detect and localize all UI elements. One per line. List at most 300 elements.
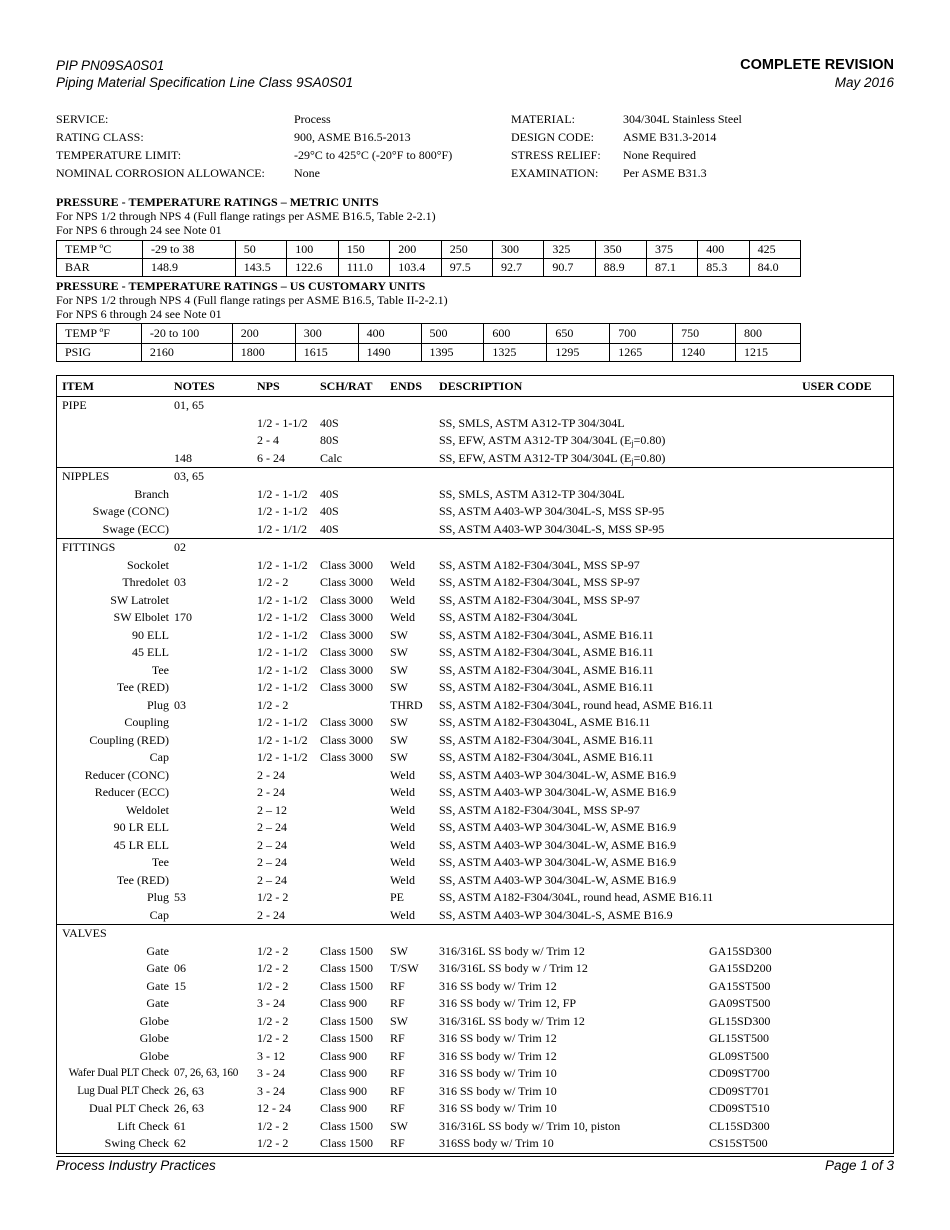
- nps-cell: 3 - 24: [257, 1066, 285, 1080]
- sch-rat-cell: Class 3000: [320, 732, 374, 747]
- description-cell: [439, 943, 585, 961]
- pressure-cell: 84.0: [749, 259, 800, 277]
- pressure-cell: 90.7: [544, 259, 595, 277]
- revision-label: COMPLETE REVISION: [740, 57, 894, 73]
- description-text: SS, EFW, ASTM A312-TP 304/304L (E: [439, 433, 632, 447]
- sch-rat-cell: Class 1500: [320, 961, 374, 975]
- nps-cell: 1/2 - 1-1/2: [257, 750, 308, 764]
- material-row: MATERIAL: 304/304L Stainless Steel: [511, 112, 742, 126]
- nps-cell: 1/2 - 1-1/2: [257, 715, 308, 729]
- pressure-cell: 92.7: [493, 259, 544, 277]
- temp-cell: -20 to 100: [141, 324, 232, 344]
- table-row: [57, 872, 893, 890]
- nps-cell: 1/2 - 1-1/2: [257, 732, 308, 747]
- pressure-cell: 1295: [547, 344, 610, 362]
- sch-rat-cell: 40S: [320, 486, 339, 501]
- table-row: [57, 486, 893, 504]
- nps-cell: 3 - 24: [257, 996, 285, 1010]
- temp-cell: 800: [736, 324, 801, 344]
- table-row: [57, 1048, 893, 1066]
- table-row: [57, 1153, 893, 1155]
- ends-cell: SW: [390, 715, 408, 729]
- item-name: Swing Check: [104, 1136, 169, 1150]
- table-row: [57, 749, 893, 767]
- notes-cell: [174, 1153, 186, 1155]
- table-row: [57, 767, 893, 785]
- us-pressure-row: [57, 344, 801, 362]
- pressure-cell: 2160: [141, 344, 232, 362]
- valve-code-cell: CD09ST510: [709, 1101, 770, 1115]
- ends-cell: SW: [390, 1013, 408, 1028]
- sch-rat-cell: Class 1500: [320, 978, 374, 993]
- sch-rat-cell: Class 3000: [320, 557, 374, 572]
- description-cell: [439, 1135, 554, 1153]
- temp-cell: -29 to 38: [143, 241, 236, 259]
- description-cell: [439, 819, 676, 837]
- item-name: Cap: [149, 907, 169, 922]
- table-row: [57, 802, 893, 820]
- description-cell: [439, 995, 576, 1013]
- nps-cell: 2 – 24: [257, 872, 287, 887]
- spec-group-nipples: [57, 468, 893, 539]
- description-cell: [439, 1083, 557, 1101]
- page-number: Page 1 of 3: [824, 1158, 894, 1173]
- table-row: [57, 1135, 893, 1153]
- ends-cell: Weld: [390, 592, 416, 607]
- table-row: [57, 732, 893, 750]
- description-text: 316/316L SS body w/ Trim 12: [439, 943, 585, 958]
- table-row: [57, 644, 893, 662]
- ends-cell: Weld: [390, 610, 416, 624]
- nps-cell: 1/2 - 2: [257, 1118, 289, 1133]
- sch-rat-cell: Class 900: [320, 1048, 368, 1063]
- sch-rat-cell: Class 3000: [320, 715, 374, 729]
- description-text: 316 SS body w/ Trim 12: [439, 1048, 557, 1063]
- ends-cell: SW: [390, 662, 408, 677]
- description-text: SS, EFW, ASTM A312-TP 304/304L (E: [439, 450, 632, 465]
- valve-code-cell: GA15SD200: [709, 961, 772, 975]
- spec-group-valves: [57, 925, 893, 1154]
- ends-cell: RF: [390, 1083, 405, 1098]
- temp-cell: 150: [338, 241, 389, 259]
- nps-cell: 2 – 24: [257, 820, 287, 834]
- description-cell: [439, 907, 673, 925]
- table-row: [57, 627, 893, 645]
- table-row: [57, 557, 893, 575]
- valve-code-cell: GL09ST500: [709, 1048, 769, 1063]
- item-name: Dual PLT Check: [89, 1101, 169, 1115]
- description-text: SS, ASTM A182-F304/304L: [439, 610, 578, 624]
- metric-ratings-table: [56, 240, 801, 277]
- spec-group-fittings: [57, 539, 893, 925]
- table-row: [57, 978, 893, 996]
- table-row: [57, 697, 893, 715]
- description-text: SS, ASTM A403-WP 304/304L-W, ASME B16.9: [439, 785, 677, 799]
- temp-cell: 350: [595, 241, 646, 259]
- item-name: Tee: [151, 662, 169, 677]
- ends-cell: Weld: [390, 802, 416, 817]
- table-row: [57, 592, 893, 610]
- description-text: SS, ASTM A403-WP 304/304L-W, ASME B16.9: [439, 872, 677, 887]
- description-cell: [439, 732, 654, 750]
- doc-title: Piping Material Specification Line Class 9SA0S01: [56, 75, 354, 90]
- description-cell: [439, 1153, 557, 1155]
- temp-cell: 300: [493, 241, 544, 259]
- item-name: Reducer (CONC): [84, 767, 169, 782]
- description-cell: [439, 784, 676, 802]
- description-cell: [439, 1048, 557, 1066]
- service-row: SERVICE: Process: [56, 112, 331, 126]
- sch-rat-cell: Class 1500: [320, 1118, 374, 1133]
- pressure-cell: 1240: [673, 344, 736, 362]
- nps-cell: 1/2 - 1-1/2: [257, 627, 308, 642]
- item-name: Globe: [139, 1013, 169, 1028]
- temp-cell: 200: [232, 324, 295, 344]
- pressure-cell: 1265: [610, 344, 673, 362]
- notes-cell: 03: [174, 697, 186, 712]
- group-name: NIPPLES: [62, 469, 110, 483]
- sch-rat-cell: Class 900: [320, 1101, 368, 1115]
- nps-cell: 12 - 24: [257, 1101, 291, 1115]
- spec-table: [56, 375, 894, 1154]
- nps-cell: 1/2 - 2: [257, 1013, 289, 1028]
- description-text: SS, ASTM A403-WP 304/304L-S, ASME B16.9: [439, 907, 673, 922]
- valve-code-cell: CD09ST700: [709, 1066, 770, 1080]
- description-cell: [439, 889, 713, 907]
- valve-code-cell: GL15SD300: [709, 1013, 771, 1028]
- pressure-cell: 1395: [421, 344, 484, 362]
- description-cell: [439, 802, 640, 820]
- header-item: ITEM: [62, 379, 95, 393]
- description-text: SS, ASTM A182-F304/304L, MSS SP-97: [439, 592, 640, 607]
- temp-cell: 700: [610, 324, 673, 344]
- notes-cell: 15: [174, 978, 186, 993]
- description-text: SS, SMLS, ASTM A312-TP 304/304L: [439, 415, 625, 430]
- item-name: 45 ELL: [132, 645, 169, 659]
- description-cell: [439, 960, 588, 978]
- item-name: Gate: [146, 978, 169, 993]
- item-name: Thredolet: [122, 575, 169, 589]
- nps-cell: 1/2 - 2: [257, 978, 289, 993]
- ends-cell: RF: [390, 1136, 405, 1150]
- valve-code-cell: GA09ST500: [709, 996, 771, 1010]
- temp-cell: 375: [646, 241, 697, 259]
- sch-rat-cell: 40S: [320, 504, 339, 518]
- sch-rat-cell: Class 3000: [320, 575, 374, 589]
- table-row: [57, 1013, 893, 1031]
- description-cell: [439, 872, 676, 890]
- ends-cell: SW: [390, 943, 408, 958]
- description-cell: [439, 1118, 620, 1136]
- service-info-right: [511, 110, 742, 182]
- sch-rat-cell: Class 3000: [320, 610, 374, 624]
- notes-cell: 62: [174, 1136, 186, 1150]
- description-text: SS, ASTM A182-F304/304L, MSS SP-97: [439, 557, 640, 572]
- temp-cell: 200: [390, 241, 442, 259]
- metric-note-1: For NPS 1/2 through NPS 4 (Full flange ratings per ASME B16.5, Table 2-2.1): [56, 209, 436, 223]
- description-text: 316/316L SS body w/ Trim 10, piston: [439, 1118, 621, 1133]
- spec-group-pipe: [57, 397, 893, 468]
- description-text: SS, SMLS, ASTM A312-TP 304/304L: [439, 486, 625, 501]
- nps-cell: 1/2 - 1-1/2: [257, 415, 308, 430]
- nps-cell: 3 - 24: [257, 1083, 285, 1098]
- ends-cell: SW: [390, 627, 408, 642]
- group-name: FITTINGS: [62, 540, 116, 554]
- pressure-cell: 143.5: [235, 259, 287, 277]
- group-name: VALVES: [62, 926, 107, 940]
- description-cell: [439, 644, 654, 662]
- ends-cell: RF: [390, 1031, 405, 1045]
- nps-cell: 1/2 - 1-1/2: [257, 557, 308, 572]
- valve-code-cell: GL15ST500: [709, 1031, 769, 1045]
- metric-note-2: For NPS 6 through 24 see Note 01: [56, 223, 222, 237]
- ends-cell: THRD: [390, 697, 423, 712]
- ends-cell: Weld: [390, 855, 416, 869]
- sch-rat-cell: Class 1500: [320, 943, 374, 958]
- nps-cell: 2 - 24: [257, 767, 285, 782]
- rating-class-row: RATING CLASS: 900, ASME B16.5-2013: [56, 130, 411, 144]
- ends-cell: Weld: [390, 575, 416, 589]
- description-text: SS, ASTM A182-F304/304L, ASME B16.11: [439, 750, 654, 764]
- sch-rat-cell: Class 1500: [320, 1136, 374, 1150]
- description-cell: [439, 1100, 557, 1118]
- temp-cell: 500: [421, 324, 484, 344]
- pressure-header-cell: BAR: [57, 259, 143, 277]
- design-code-row: DESIGN CODE: ASME B31.3-2014: [511, 130, 717, 144]
- footer-left: Process Industry Practices: [56, 1158, 216, 1173]
- item-name: Lug Dual PLT Check: [77, 1084, 169, 1097]
- table-row: [57, 521, 893, 539]
- group-header-row: [57, 468, 893, 486]
- doc-id: PIP PN09SA0S01: [56, 58, 165, 73]
- group-notes: 01, 65: [174, 398, 204, 412]
- table-row: [57, 503, 893, 521]
- ends-cell: Weld: [390, 557, 416, 572]
- sch-rat-cell: 40S: [320, 521, 339, 536]
- item-name: Plug: [146, 890, 169, 904]
- pressure-cell: 103.4: [390, 259, 442, 277]
- description-text: SS, ASTM A403-WP 304/304L-W, ASME B16.9: [439, 820, 677, 834]
- nps-cell: 1/2 - 1-1/2: [257, 486, 308, 501]
- description-cell: [439, 978, 557, 996]
- sch-rat-cell: [320, 1153, 367, 1155]
- header-left: [56, 57, 353, 91]
- temp-cell: 400: [698, 241, 749, 259]
- sch-rat-cell: Class 1500: [320, 1031, 374, 1045]
- nps-cell: 2 – 24: [257, 855, 287, 869]
- ends-cell: SW: [390, 645, 408, 659]
- item-name: Swage (CONC): [92, 504, 169, 518]
- item-name: Branch: [134, 486, 169, 501]
- description-cell: [439, 486, 625, 504]
- item-name: SW Latrolet: [110, 592, 169, 607]
- valve-code-cell: [709, 1153, 768, 1155]
- nps-cell: 1/2 - 2: [257, 943, 289, 958]
- sch-rat-cell: Class 3000: [320, 627, 374, 642]
- spec-table-body: [57, 397, 893, 1154]
- pressure-cell: 111.0: [338, 259, 389, 277]
- item-name: 45 LR ELL: [113, 837, 169, 852]
- ends-cell: SW: [390, 750, 408, 764]
- revision-date: May 2016: [834, 75, 894, 90]
- nps-cell: 1/2 - 2: [257, 697, 289, 712]
- item-name: [105, 1153, 169, 1155]
- item-name: Reducer (ECC): [94, 785, 169, 799]
- item-name: Swage (ECC): [102, 521, 169, 536]
- pressure-cell: 87.1: [646, 259, 697, 277]
- item-name: Gate: [146, 961, 169, 975]
- table-row: [57, 854, 893, 872]
- table-row: [57, 837, 893, 855]
- examination-row: EXAMINATION: Per ASME B31.3: [511, 166, 707, 180]
- item-name: Plug: [146, 697, 169, 712]
- notes-cell: 26, 63: [174, 1101, 204, 1115]
- description-text: SS, ASTM A182-F304/304L, ASME B16.11: [439, 627, 654, 642]
- description-subscript: j: [631, 456, 634, 466]
- nps-cell: 1/2 - 1-1/2: [257, 592, 308, 607]
- temp-cell: 600: [484, 324, 547, 344]
- group-header-row: [57, 539, 893, 557]
- description-cell: [439, 697, 713, 715]
- description-text: SS, ASTM A182-F304/304L, round head, ASME B16.11: [439, 890, 714, 904]
- us-ratings-table: [56, 323, 801, 362]
- valve-code-cell: GA15SD300: [709, 943, 772, 958]
- nps-cell: 1/2 - 2: [257, 961, 289, 975]
- sch-rat-cell: Class 3000: [320, 662, 374, 677]
- item-name: Lift Check: [117, 1118, 169, 1133]
- corrosion-allowance-row: NOMINAL CORROSION ALLOWANCE: None: [56, 166, 320, 180]
- table-row: [57, 1065, 893, 1083]
- nps-cell: 1/2 - 1/1/2: [257, 521, 307, 536]
- temp-cell: 750: [673, 324, 736, 344]
- description-text: SS, ASTM A403-WP 304/304L-W, ASME B16.9: [439, 855, 677, 869]
- header-right: [740, 57, 894, 91]
- description-text: 316 SS body w/ Trim 10: [439, 1083, 557, 1098]
- group-header-row: [57, 925, 893, 943]
- metric-title: PRESSURE - TEMPERATURE RATINGS – METRIC UNITS: [56, 195, 379, 209]
- nps-cell: 1/2 - 2: [257, 1136, 289, 1150]
- pressure-header-cell: PSIG: [57, 344, 142, 362]
- group-header-row: [57, 397, 893, 415]
- table-row: [57, 574, 893, 592]
- nps-cell: 3 - 12: [257, 1048, 285, 1063]
- notes-cell: 53: [174, 890, 186, 904]
- pressure-cell: 148.9: [143, 259, 236, 277]
- pressure-cell: 1800: [232, 344, 295, 362]
- description-text: SS, ASTM A182-F304/304L, ASME B16.11: [439, 662, 654, 677]
- item-name: Globe: [139, 1048, 169, 1063]
- group-notes: 03, 65: [174, 469, 204, 483]
- sch-rat-cell: Class 900: [320, 1066, 368, 1080]
- pressure-cell: 1325: [484, 344, 547, 362]
- table-row: [57, 415, 893, 433]
- temp-cell: 425: [749, 241, 800, 259]
- ends-cell: Weld: [390, 837, 416, 852]
- ends-cell: RF: [390, 1101, 405, 1115]
- nps-cell: 2 – 12: [257, 802, 287, 817]
- table-row: [57, 1030, 893, 1048]
- nps-cell: [257, 1153, 285, 1155]
- item-name: Tee (RED): [116, 872, 169, 887]
- us-note-1: For NPS 1/2 through NPS 4 (Full flange ratings per ASME B16.5, Table II-2-2.1): [56, 293, 448, 307]
- temp-cell: 650: [547, 324, 610, 344]
- nps-cell: 6 - 24: [257, 450, 285, 465]
- description-text: SS, ASTM A403-WP 304/304L-S, MSS SP-95: [439, 521, 665, 536]
- table-row: [57, 609, 893, 627]
- description-cell: [439, 609, 577, 627]
- description-text: SS, ASTM A403-WP 304/304L-W, ASME B16.9: [439, 837, 677, 852]
- description-text: 316 SS body w/ Trim 12, FP: [439, 996, 577, 1010]
- header-ends: ENDS: [390, 379, 423, 393]
- ends-cell: T/SW: [390, 961, 419, 975]
- header-user-code: USER CODE: [802, 379, 872, 393]
- table-row: [57, 1100, 893, 1118]
- us-ratings-section: [56, 279, 448, 321]
- description-tail: =0.80): [633, 450, 666, 465]
- ends-cell: RF: [390, 996, 405, 1010]
- sch-rat-cell: Calc: [320, 450, 342, 465]
- temp-cell: 50: [235, 241, 287, 259]
- service-info-left: [56, 110, 452, 182]
- description-cell: [439, 714, 650, 732]
- ends-cell: PE: [390, 890, 405, 904]
- description-cell: [439, 521, 664, 539]
- table-row: [57, 1118, 893, 1136]
- valve-code-cell: CL15SD300: [709, 1118, 770, 1133]
- ends-cell: Weld: [390, 767, 416, 782]
- temp-cell: 300: [295, 324, 358, 344]
- ends-cell: RF: [390, 1066, 405, 1080]
- description-text: 316/316L SS body w/ Trim 12: [439, 1013, 585, 1028]
- sch-rat-cell: Class 3000: [320, 645, 374, 659]
- table-row: [57, 889, 893, 907]
- table-row: [57, 432, 893, 450]
- pressure-cell: 88.9: [595, 259, 646, 277]
- notes-cell: 61: [174, 1118, 186, 1133]
- nps-cell: 2 - 24: [257, 785, 285, 799]
- pressure-cell: 85.3: [698, 259, 749, 277]
- table-row: [57, 679, 893, 697]
- nps-cell: 2 – 24: [257, 837, 287, 852]
- valve-code-cell: GA15ST500: [709, 978, 771, 993]
- description-text: SS, ASTM A403-WP 304/304L-S, MSS SP-95: [439, 504, 665, 518]
- ends-cell: RF: [390, 1048, 405, 1063]
- item-name: Coupling: [124, 715, 169, 729]
- description-tail: =0.80): [633, 433, 666, 447]
- description-text: 316 SS body w/ Trim 12: [439, 978, 557, 993]
- nps-cell: 1/2 - 2: [257, 575, 289, 589]
- nps-cell: 1/2 - 1-1/2: [257, 504, 308, 518]
- description-cell: [439, 574, 640, 592]
- sch-rat-cell: Class 900: [320, 1083, 368, 1098]
- description-cell: [439, 627, 654, 645]
- description-cell: [439, 503, 664, 521]
- nps-cell: 2 - 4: [257, 433, 279, 447]
- description-cell: [439, 837, 676, 855]
- table-row: [57, 960, 893, 978]
- metric-ratings-section: [56, 195, 436, 237]
- description-cell: [439, 415, 625, 433]
- description-cell: [439, 1013, 585, 1031]
- ends-cell: SW: [390, 1118, 408, 1133]
- nps-cell: 2 - 24: [257, 907, 285, 922]
- description-cell: [439, 450, 665, 471]
- table-row: [57, 450, 893, 468]
- sch-rat-cell: Class 1500: [320, 1013, 374, 1028]
- temp-cell: 400: [358, 324, 421, 344]
- ends-cell: RF: [390, 978, 405, 993]
- item-name: Gate: [146, 943, 169, 958]
